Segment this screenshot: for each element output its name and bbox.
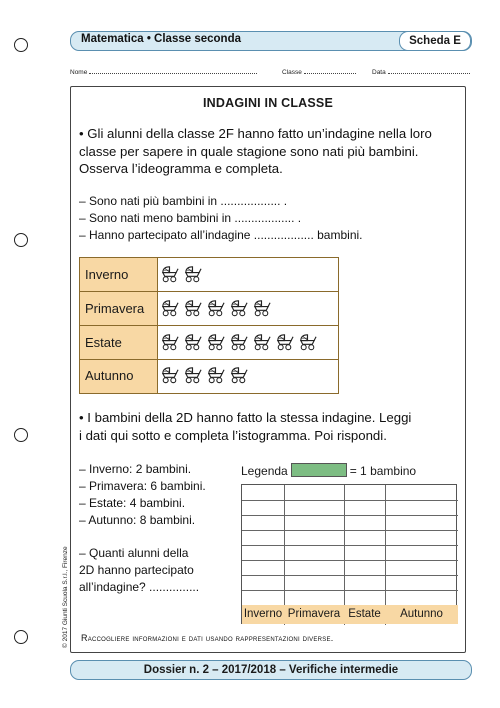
part1-intro-line: Osserva l’ideogramma e completa.: [79, 161, 283, 176]
grid-column-line: [344, 485, 345, 625]
ideogram-season-label: Autunno: [80, 359, 158, 393]
pram-icon: [206, 365, 225, 384]
ideogram-row-divider: [80, 325, 338, 326]
pram-icon: [183, 332, 202, 351]
legend-label: Legenda: [241, 464, 288, 478]
ideogram-icons: [160, 298, 275, 317]
histogram-category-label: Autunno: [385, 605, 458, 624]
data-item: – Autunno: 8 bambini.: [79, 513, 196, 527]
grid-row-line: [242, 575, 458, 576]
ideogram-table: [79, 257, 339, 394]
binder-hole: [14, 38, 28, 52]
grid-row-line: [242, 590, 458, 591]
pram-icon: [252, 332, 271, 351]
classe-label: Classe: [282, 69, 302, 76]
pram-icon: [160, 298, 179, 317]
nome-label: Nome: [70, 69, 88, 76]
page-title: INDAGINI IN CLASSE: [203, 96, 333, 110]
footer-note: Raccogliere informazioni e dati usando rappresentazioni diverse.: [81, 633, 334, 643]
histogram-category-label: Primavera: [284, 605, 344, 624]
part2-intro-line: i dati qui sotto e completa l’istogramma. Poi rispondi.: [79, 427, 387, 443]
header-bar: [70, 31, 472, 51]
ideogram-row-divider: [80, 359, 338, 360]
ideogram-row: [80, 258, 338, 292]
pram-icon: [229, 332, 248, 351]
legend-value: = 1 bambino: [349, 464, 417, 478]
pram-icon: [206, 332, 225, 351]
copyright-text: © 2017 Giunti Scuola S.r.l., Firenze: [62, 546, 69, 648]
pram-icon: [229, 365, 248, 384]
binder-hole: [14, 630, 28, 644]
part1-intro-line: classe per sapere in quale stagione sono nati più bambini.: [79, 143, 419, 159]
ideogram-icons: [160, 264, 206, 283]
question-1[interactable]: – Sono nati più bambini in .................. .: [79, 194, 288, 208]
footer-bar: Dossier n. 2 – 2017/2018 – Verifiche intermedie: [70, 660, 472, 680]
question-total-answer[interactable]: all’indagine? ...............: [79, 580, 200, 594]
pram-icon: [206, 298, 225, 317]
pram-icon: [183, 298, 202, 317]
question-total-line: 2D hanno partecipato: [79, 563, 194, 577]
grid-row-line: [242, 545, 458, 546]
data-field[interactable]: [372, 68, 470, 76]
part1-intro: [79, 125, 457, 178]
part2-intro-line: • I bambini della 2D hanno fatto la stessa indagine. Leggi: [79, 410, 412, 425]
pram-icon: [252, 298, 271, 317]
grid-column-line: [284, 485, 285, 625]
data-item: – Estate: 4 bambini.: [79, 496, 186, 510]
ideogram-row: [80, 359, 338, 393]
grid-column-line: [385, 485, 386, 625]
classe-field[interactable]: [282, 68, 356, 76]
question-3[interactable]: – Hanno partecipato all’indagine .................. bambini.: [79, 228, 363, 242]
ideogram-season-label: Primavera: [80, 292, 158, 326]
legend-swatch: [291, 463, 347, 477]
pram-icon: [298, 332, 317, 351]
grid-row-line: [242, 515, 458, 516]
pram-icon: [275, 332, 294, 351]
ideogram-row-divider: [80, 291, 338, 292]
binder-hole: [14, 428, 28, 442]
ideogram-row: [80, 292, 338, 326]
histogram-category-label: Inverno: [242, 605, 284, 624]
question-total-line: – Quanti alunni della: [79, 546, 189, 560]
question-2[interactable]: – Sono nati meno bambini in .................. .: [79, 211, 302, 225]
data-item: – Primavera: 6 bambini.: [79, 479, 206, 493]
data-label: Data: [372, 69, 386, 76]
part2-intro: [79, 409, 457, 444]
data-item: – Inverno: 2 bambini.: [79, 462, 192, 476]
worksheet-box: [70, 86, 466, 653]
grid-row-line: [242, 500, 458, 501]
pram-icon: [160, 365, 179, 384]
ideogram-icons: [160, 365, 252, 384]
pram-icon: [160, 264, 179, 283]
histogram-grid[interactable]: [241, 484, 457, 624]
grid-row-line: [242, 560, 458, 561]
ideogram-season-label: Inverno: [80, 258, 158, 292]
pram-icon: [183, 365, 202, 384]
pram-icon: [183, 264, 202, 283]
legend: [241, 463, 416, 478]
binder-hole: [14, 233, 28, 247]
ideogram-row: [80, 326, 338, 360]
ideogram-season-label: Estate: [80, 326, 158, 360]
part1-intro-line: • Gli alunni della classe 2F hanno fatto un’indagine nella loro: [79, 126, 432, 141]
nome-field[interactable]: [70, 68, 257, 76]
pram-icon: [229, 298, 248, 317]
histogram-category-label: Estate: [344, 605, 385, 624]
header-title: Matematica • Classe seconda: [81, 33, 241, 45]
pram-icon: [160, 332, 179, 351]
scheda-badge: Scheda E: [399, 31, 471, 51]
ideogram-icons: [160, 332, 321, 351]
grid-row-line: [242, 530, 458, 531]
